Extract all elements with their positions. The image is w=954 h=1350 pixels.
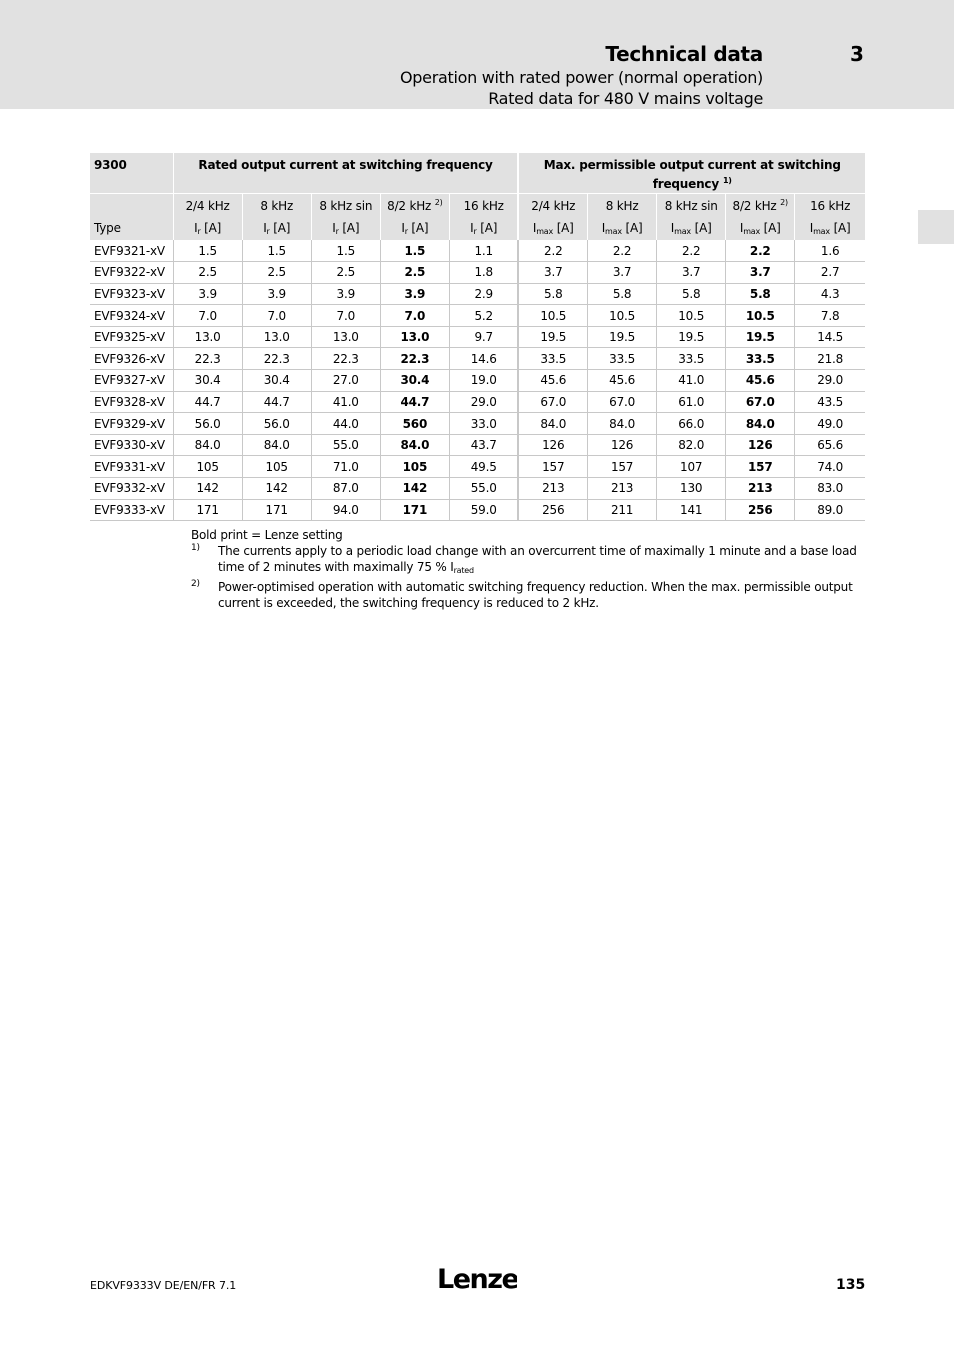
footnote-1-subscript: rated [453,566,474,575]
chapter-side-tab [918,210,954,244]
table-cell: 5.8 [518,283,587,305]
unit-imax: $I_{max}$ [A] [726,216,795,240]
table-row [90,499,865,521]
table-cell: 3.9 [242,283,311,305]
unit-ir: $I_r$ [A] [380,216,449,240]
table-cell: 33.5 [588,348,657,370]
table-cell: 2.2 [657,240,726,262]
table-cell: 3.7 [726,262,795,284]
table-cell: 1.5 [173,240,242,262]
table-cell: 126 [518,434,587,456]
table-cell: 157 [726,456,795,478]
table-cell: 1.8 [449,262,518,284]
table-cell: 211 [588,499,657,521]
group-header-max: Max. permissible output current at switching frequency $^{1)}$ [518,153,865,193]
unit-imax: $I_{max}$ [A] [795,216,865,240]
unit-imax: $I_{max}$ [A] [657,216,726,240]
table-cell: 7.0 [173,305,242,327]
row-type: EVF9321-xV [90,240,173,262]
table-row [90,456,865,478]
table-row [90,262,865,284]
document-id: EDKVF9333V DE/EN/FR 7.1 [90,1279,237,1292]
unit-ir: $I_r$ [A] [311,216,380,240]
table-cell: 171 [242,499,311,521]
row-type: EVF9323-xV [90,283,173,305]
row-type: EVF9331-xV [90,456,173,478]
table-cell: 3.9 [311,283,380,305]
table-cell: 2.2 [726,240,795,262]
row-type: EVF9322-xV [90,262,173,284]
table-cell: 105 [242,456,311,478]
rated-data-table [90,153,865,521]
chapter-number: 3 [850,42,864,66]
table-cell: 66.0 [657,413,726,435]
unit-ir: $I_r$ [A] [173,216,242,240]
table-cell: 213 [726,478,795,500]
table-cell: 22.3 [173,348,242,370]
row-type: EVF9325-xV [90,326,173,348]
table-cell: 1.5 [380,240,449,262]
table-cell: 84.0 [380,434,449,456]
table-cell: 2.2 [518,240,587,262]
freq-header: 8 kHz sin [311,193,380,216]
table-cell: 19.5 [657,326,726,348]
table-cell: 29.0 [795,370,865,392]
table-cell: 89.0 [795,499,865,521]
table-cell: 3.7 [657,262,726,284]
table-cell: 256 [726,499,795,521]
table-row [90,348,865,370]
footnote-1 [191,543,861,579]
table-cell: 213 [588,478,657,500]
table-cell: 1.6 [795,240,865,262]
table-cell: 67.0 [518,391,587,413]
table-cell: 142 [173,478,242,500]
table-cell: 13.0 [311,326,380,348]
table-cell: 142 [380,478,449,500]
table-cell: 171 [173,499,242,521]
table-cell: 33.0 [449,413,518,435]
table-cell: 142 [242,478,311,500]
table-cell: 171 [380,499,449,521]
table-cell: 84.0 [726,413,795,435]
table-cell: 22.3 [242,348,311,370]
table-cell: 9.7 [449,326,518,348]
table-cell: 1.5 [242,240,311,262]
table-cell: 107 [657,456,726,478]
table-cell: 55.0 [311,434,380,456]
footnote-1-text: The currents apply to a periodic load change with an overcurrent time of maximally 1 minute and a base load time of 2 minutes with maximally 75 % I [218,544,857,574]
table-cell: 74.0 [795,456,865,478]
table-cell: 49.0 [795,413,865,435]
table-cell: 44.0 [311,413,380,435]
table-corner-label: 9300 [90,153,173,193]
footnote-1-mark: 1) [191,543,200,553]
table-cell: 2.5 [380,262,449,284]
table-cell: 5.8 [657,283,726,305]
section-subsubtitle: Rated data for 480 V mains voltage [488,89,763,108]
table-cell: 41.0 [657,370,726,392]
row-type: EVF9327-xV [90,370,173,392]
table-cell: 3.7 [588,262,657,284]
unit-ir: $I_r$ [A] [449,216,518,240]
table-cell: 560 [380,413,449,435]
table-cell: 1.1 [449,240,518,262]
table-cell: 2.9 [449,283,518,305]
freq-header: 8 kHz [588,193,657,216]
freq-header: 8/2 kHz $^{2)}$ [380,193,449,216]
table-row [90,305,865,327]
table-cell: 56.0 [242,413,311,435]
freq-header: 8 kHz [242,193,311,216]
table-cell: 4.3 [795,283,865,305]
table-cell: 3.7 [518,262,587,284]
table-cell: 7.8 [795,305,865,327]
table-cell: 67.0 [726,391,795,413]
freq-header: 8 kHz sin [657,193,726,216]
table-cell: 10.5 [518,305,587,327]
table-cell: 30.4 [242,370,311,392]
table-row [90,413,865,435]
section-subtitle: Operation with rated power (normal operation) [400,68,763,87]
footnote-2-text: Power-optimised operation with automatic switching frequency reduction. When the max. permissible output current is exceeded, the switching frequency is reduced to 2 kHz. [218,580,853,610]
table-cell: 27.0 [311,370,380,392]
chapter-title: Technical data [605,42,763,66]
row-type: EVF9330-xV [90,434,173,456]
table-cell: 14.6 [449,348,518,370]
row-type: EVF9328-xV [90,391,173,413]
table-cell: 10.5 [657,305,726,327]
lenze-logo [437,1264,517,1298]
table-cell: 1.5 [311,240,380,262]
table-cell: 84.0 [242,434,311,456]
table-cell: 3.9 [173,283,242,305]
table-cell: 44.7 [380,391,449,413]
table-cell: 7.0 [380,305,449,327]
table-cell: 94.0 [311,499,380,521]
table-cell: 213 [518,478,587,500]
type-column-header: Type [90,216,173,240]
table-cell: 7.0 [242,305,311,327]
table-cell: 13.0 [173,326,242,348]
table-cell: 13.0 [242,326,311,348]
table-cell: 87.0 [311,478,380,500]
table-cell: 14.5 [795,326,865,348]
table-cell: 55.0 [449,478,518,500]
table-cell: 105 [380,456,449,478]
table-cell: 22.3 [311,348,380,370]
table-cell: 13.0 [380,326,449,348]
lenze-logo-icon [437,1264,517,1294]
footnote-ref-2: 2) [434,198,443,208]
table-cell: 126 [588,434,657,456]
table-cell: 256 [518,499,587,521]
table-cell: 65.6 [795,434,865,456]
row-type: EVF9326-xV [90,348,173,370]
table-row [90,283,865,305]
table-cell: 5.8 [588,283,657,305]
table-cell: 30.4 [380,370,449,392]
table-row [90,370,865,392]
table-cell: 43.5 [795,391,865,413]
table-cell: 30.4 [173,370,242,392]
table-cell: 49.5 [449,456,518,478]
table-cell: 67.0 [588,391,657,413]
row-type: EVF9324-xV [90,305,173,327]
bold-legend: Bold print = Lenze setting [191,528,343,542]
table-cell: 2.5 [311,262,380,284]
table-notes [191,527,861,611]
table-row [90,240,865,262]
freq-header: 8/2 kHz $^{2)}$ [726,193,795,216]
footnote-2-mark: 2) [191,579,200,589]
table-cell: 130 [657,478,726,500]
table-cell: 19.0 [449,370,518,392]
page-number: 135 [836,1277,866,1293]
table-row [90,391,865,413]
table-cell: 33.5 [726,348,795,370]
table-cell: 126 [726,434,795,456]
footnote-2 [191,579,861,611]
table-cell: 2.7 [795,262,865,284]
table-row [90,326,865,348]
table-row [90,434,865,456]
table-cell: 83.0 [795,478,865,500]
table-cell: 2.5 [242,262,311,284]
row-type: EVF9333-xV [90,499,173,521]
freq-header: 2/4 kHz [173,193,242,216]
table-cell: 41.0 [311,391,380,413]
unit-ir: $I_r$ [A] [242,216,311,240]
footnote-ref-1: 1) [722,176,732,185]
table-cell: 157 [518,456,587,478]
table-cell: 82.0 [657,434,726,456]
table-cell: 10.5 [726,305,795,327]
table-cell: 45.6 [726,370,795,392]
table-cell: 44.7 [242,391,311,413]
table-cell: 19.5 [588,326,657,348]
unit-imax: $I_{max}$ [A] [518,216,587,240]
svg-text:Lenze: Lenze [437,1264,517,1294]
table-cell: 84.0 [518,413,587,435]
table-cell: 5.8 [726,283,795,305]
table-row [90,478,865,500]
table-cell: 45.6 [588,370,657,392]
table-cell: 33.5 [657,348,726,370]
table-cell: 2.2 [588,240,657,262]
table-cell: 5.2 [449,305,518,327]
table-header-frequencies [90,193,865,216]
table-cell: 45.6 [518,370,587,392]
freq-header: 16 kHz [449,193,518,216]
row-type: EVF9329-xV [90,413,173,435]
table-cell: 2.5 [173,262,242,284]
table-cell: 105 [173,456,242,478]
table-cell: 84.0 [173,434,242,456]
table-cell: 10.5 [588,305,657,327]
table-cell: 43.7 [449,434,518,456]
table-header-groups [90,153,865,193]
table-cell: 59.0 [449,499,518,521]
table-cell: 61.0 [657,391,726,413]
table-cell: 44.7 [173,391,242,413]
table-cell: 157 [588,456,657,478]
table-cell: 84.0 [588,413,657,435]
table-cell: 33.5 [518,348,587,370]
header-band [0,0,954,109]
table-cell: 19.5 [518,326,587,348]
table-cell: 71.0 [311,456,380,478]
table-cell: 56.0 [173,413,242,435]
footnote-ref-2: 2) [780,198,788,208]
table-header-units [90,216,865,240]
table-cell: 7.0 [311,305,380,327]
table-cell: 19.5 [726,326,795,348]
table-cell: 141 [657,499,726,521]
table-cell: 21.8 [795,348,865,370]
table-cell: 29.0 [449,391,518,413]
unit-imax: $I_{max}$ [A] [588,216,657,240]
table-cell: 3.9 [380,283,449,305]
table-cell: 22.3 [380,348,449,370]
row-type: EVF9332-xV [90,478,173,500]
group-header-rated: Rated output current at switching frequency [173,153,518,193]
freq-header: 16 kHz [795,193,865,216]
freq-header: 2/4 kHz [518,193,587,216]
